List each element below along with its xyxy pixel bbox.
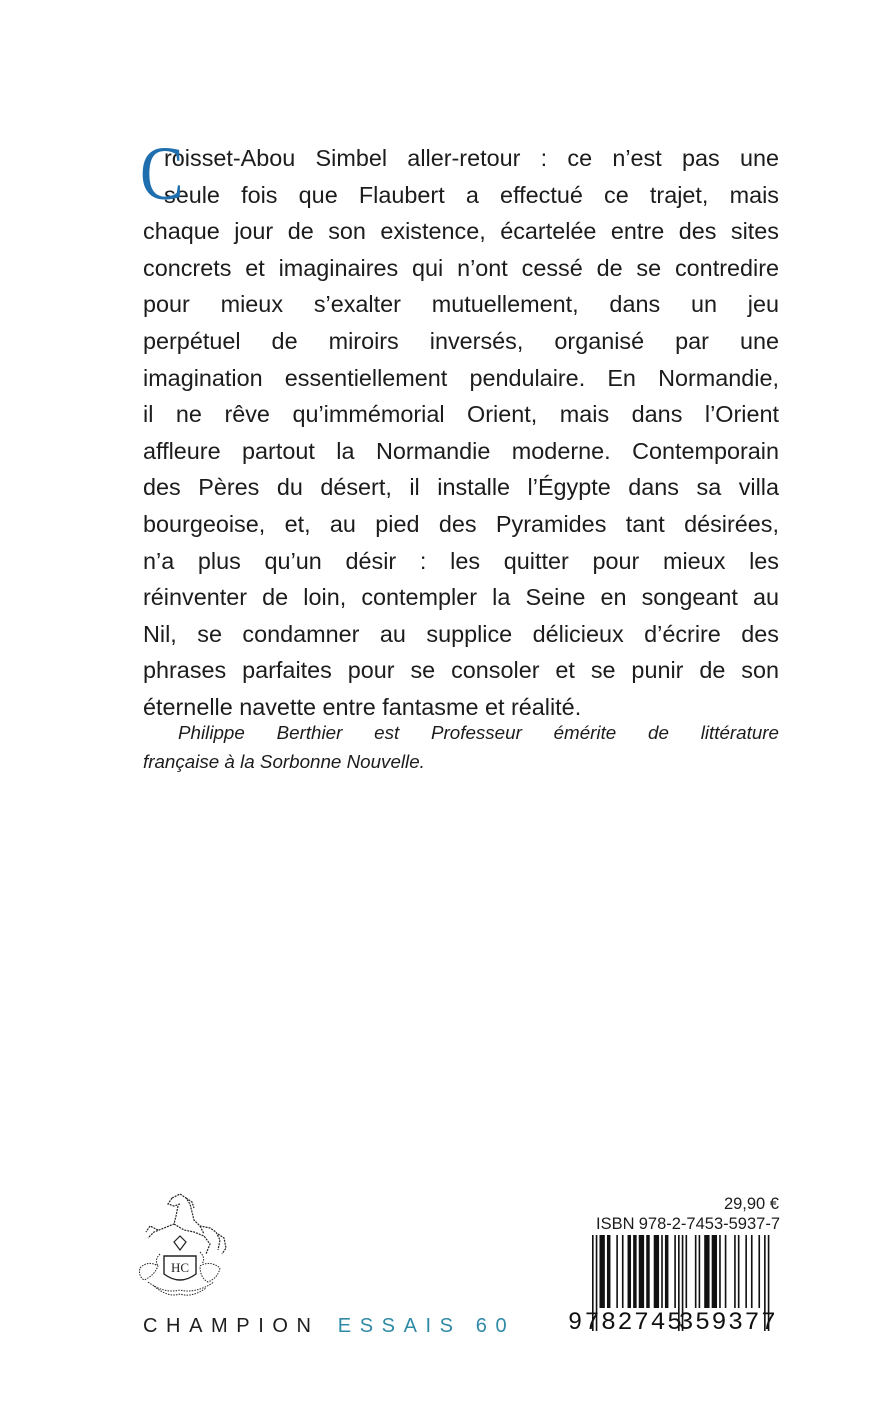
blurb-line: chaque jour de son existence, écartelée entre des sites (143, 218, 779, 245)
barcode-bar (751, 1235, 753, 1308)
barcode-bar (695, 1235, 697, 1308)
blurb-line: phrases parfaites pour se consoler et se punir de son (143, 657, 779, 684)
barcode-bar (616, 1235, 618, 1308)
blurb-line: des Pères du désert, il installe l’Égypte dans sa villa (143, 474, 779, 501)
barcode-bar (622, 1235, 624, 1308)
barcode-bar (674, 1235, 676, 1308)
blurb-line: concrets et imaginaires qui n’ont cessé de se contredire (143, 254, 779, 281)
barcode-bar (633, 1235, 636, 1308)
author-bio-line: Philippe Berthier est Professeur émérite de littérature (178, 722, 779, 743)
publisher-name: CHAMPION (143, 1315, 320, 1337)
barcode-bar (712, 1235, 717, 1308)
blurb-line: imagination essentiellement pendulaire. En Normandie, (143, 364, 779, 391)
barcode-bar (661, 1235, 663, 1308)
price: 29,90 € (723, 1195, 779, 1213)
horse-emblem-icon (146, 1194, 226, 1254)
barcode-bar (639, 1235, 644, 1308)
barcode-bar (725, 1235, 727, 1308)
barcode-lead-digit: 9 (568, 1308, 582, 1335)
barcode-right-digits: 359377 (678, 1308, 778, 1335)
barcode-bar (734, 1235, 736, 1308)
blurb-paragraph (140, 132, 779, 726)
barcode-bar (745, 1235, 747, 1308)
shield-icon (164, 1236, 196, 1280)
barcode-bar (599, 1235, 604, 1308)
barcode-bar (719, 1235, 721, 1308)
barcode-bar (699, 1235, 701, 1308)
barcode-bar (654, 1235, 659, 1308)
barcode-left-digits: 782745 (584, 1308, 684, 1335)
publisher-logo (134, 1190, 234, 1298)
series-label (143, 1314, 515, 1338)
barcode-bar (665, 1235, 668, 1308)
isbn-label: ISBN (596, 1215, 635, 1233)
blurb-line: pour mieux s’exalter mutuellement, dans un jeu (143, 291, 779, 318)
blurb-line: bourgeoise, et, au pied des Pyramides tant désirées, (143, 510, 779, 537)
blurb-line: n’a plus qu’un désir : les quitter pour mieux les (143, 547, 779, 574)
isbn-line (596, 1214, 780, 1234)
barcode-bar (628, 1235, 631, 1308)
drop-cap: C (140, 132, 184, 216)
blurb-line: réinventer de loin, contempler la Seine en songeant au (143, 584, 779, 611)
logo-monogram: HC (170, 1260, 190, 1275)
collection-name: ESSAIS 60 (337, 1315, 516, 1337)
barcode-bar (607, 1235, 610, 1308)
blurb-line: Nil, se condamner au supplice délicieux d’écrire des (143, 620, 779, 647)
blurb-line: affleure partout la Normandie moderne. Contemporain (143, 437, 779, 464)
barcode-bar (686, 1235, 688, 1308)
blurb-line: roisset-Abou Simbel aller-retour : ce n’est pas une (164, 145, 779, 171)
isbn-number: 978-2-7453-5937-7 (638, 1215, 780, 1233)
barcode-bar (646, 1235, 649, 1308)
author-bio (143, 718, 779, 776)
barcode-bar (738, 1235, 740, 1308)
barcode-bar (758, 1235, 760, 1308)
barcode-bar (704, 1235, 709, 1308)
author-bio-line: française à la Sorbonne Nouvelle. (143, 751, 425, 772)
blurb-line: il ne rêve qu’immémorial Orient, mais dans l’Orient (143, 401, 779, 428)
blurb-line: perpétuel de miroirs inversés, organisé par une (143, 327, 779, 354)
blurb-line: éternelle navette entre fantasme et réalité. (143, 693, 582, 720)
barcode (566, 1235, 782, 1335)
blurb-line: seule fois que Flaubert a effectué ce trajet, mais (164, 181, 779, 208)
